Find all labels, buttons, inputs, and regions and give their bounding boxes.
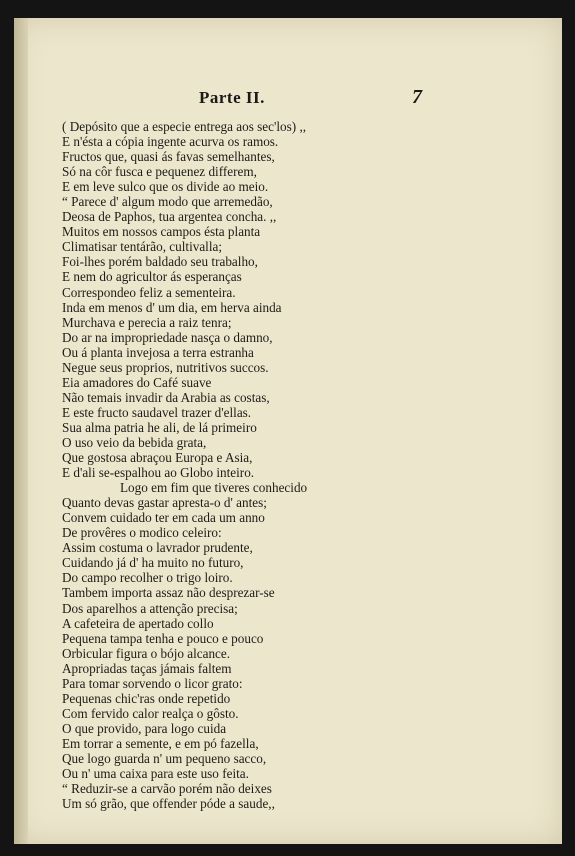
poem-line: E em leve sulco que os divide ao meio.	[62, 179, 269, 195]
poem-line: Apropriadas taças jámais faltem	[62, 660, 232, 676]
poem-line: Em torrar a semente, e em pó fazella,	[62, 735, 259, 751]
poem-line: “ Reduzir-se a carvão porém não deixes	[62, 781, 272, 797]
poem-line: Correspondeo feliz a sementeira.	[62, 284, 236, 300]
poem-line: Orbicular figura o bójo alcance.	[62, 645, 231, 661]
poem-line: Do ar na impropriedade nasça o damno,	[62, 329, 273, 345]
poem-line: E d'ali se-espalhou ao Globo inteiro.	[62, 465, 255, 481]
poem-line: Do campo recolher o trigo loiro.	[62, 570, 233, 586]
poem-line: Que logo guarda n' um pequeno sacco,	[62, 750, 267, 766]
poem-line: O uso veio da bebida grata,	[62, 434, 207, 450]
poem-line: Foi-lhes porém baldado seu trabalho,	[62, 254, 258, 270]
poem-line: Dos aparelhos a attenção precisa;	[62, 600, 238, 616]
page-header	[14, 80, 562, 110]
poem-line: Cuidando já d' ha muito no futuro,	[62, 555, 244, 571]
book-page	[14, 18, 562, 844]
poem-line: Negue seus proprios, nutritivos succos.	[62, 359, 269, 375]
poem-line: Deosa de Paphos, tua argentea concha. ,,	[62, 209, 277, 225]
poem-line: Ou á planta invejosa a terra estranha	[62, 344, 254, 360]
poem-line: Não temais invadir da Arabia as costas,	[62, 389, 270, 405]
poem-line: Muitos em nossos campos ésta planta	[62, 224, 261, 240]
poem-line: Sua alma patria he ali, de lá primeiro	[62, 419, 257, 435]
poem-line: Pequena tampa tenha e pouco e pouco	[62, 630, 264, 646]
poem-text	[62, 119, 362, 811]
poem-line: Inda em menos d' um dia, em herva ainda	[62, 299, 282, 315]
poem-line: Logo em fim que tiveres conhecido	[120, 480, 308, 496]
poem-line: Assim costuma o lavrador prudente,	[62, 540, 253, 556]
poem-line: A cafeteira de apertado collo	[62, 615, 214, 631]
running-title: Parte II.	[199, 88, 265, 107]
poem-line: Convem cuidado ter em cada um anno	[62, 510, 265, 526]
poem-line: De provêres o modico celeiro:	[62, 525, 222, 541]
poem-line: Quanto devas gastar apresta-o d' antes;	[62, 495, 267, 511]
poem-line: Tambem importa assaz não desprezar-se	[62, 585, 275, 601]
poem-line: Só na côr fusca e pequenez differem,	[62, 164, 257, 180]
poem-line: Fructos que, quasi ás favas semelhantes,	[62, 149, 275, 165]
poem-line: Climatisar tentárão, cultivalla;	[62, 239, 223, 255]
poem-line: Murchava e perecia a raiz tenra;	[62, 314, 232, 330]
poem-line: E nem do agricultor ás esperanças	[62, 269, 242, 285]
poem-line: Eia amadores do Café suave	[62, 374, 212, 390]
poem-line: Um só grão, que offender póde a saude,,	[62, 796, 275, 812]
page-number: 7	[412, 86, 422, 108]
poem-line: ( Depósito que a especie entrega aos sec'los) ,,	[62, 119, 307, 134]
poem-line: Para tomar sorvendo o licor grato:	[62, 675, 243, 691]
poem-line: Que gostosa abraçou Europa e Asia,	[62, 450, 253, 466]
poem-line: Pequenas chic'ras onde repetido	[62, 690, 231, 706]
poem-line: E n'ésta a cópia ingente acurva os ramos.	[62, 134, 279, 150]
poem-line: “ Parece d' algum modo que arremedão,	[62, 194, 273, 210]
left-page-edge	[14, 18, 28, 844]
poem-line: Com fervido calor realça o gôsto.	[62, 705, 239, 721]
poem-line: E este fructo saudavel trazer d'ellas.	[62, 404, 252, 420]
poem-line: O que provido, para logo cuida	[62, 720, 227, 736]
poem-line: Ou n' uma caixa para este uso feita.	[62, 766, 249, 782]
